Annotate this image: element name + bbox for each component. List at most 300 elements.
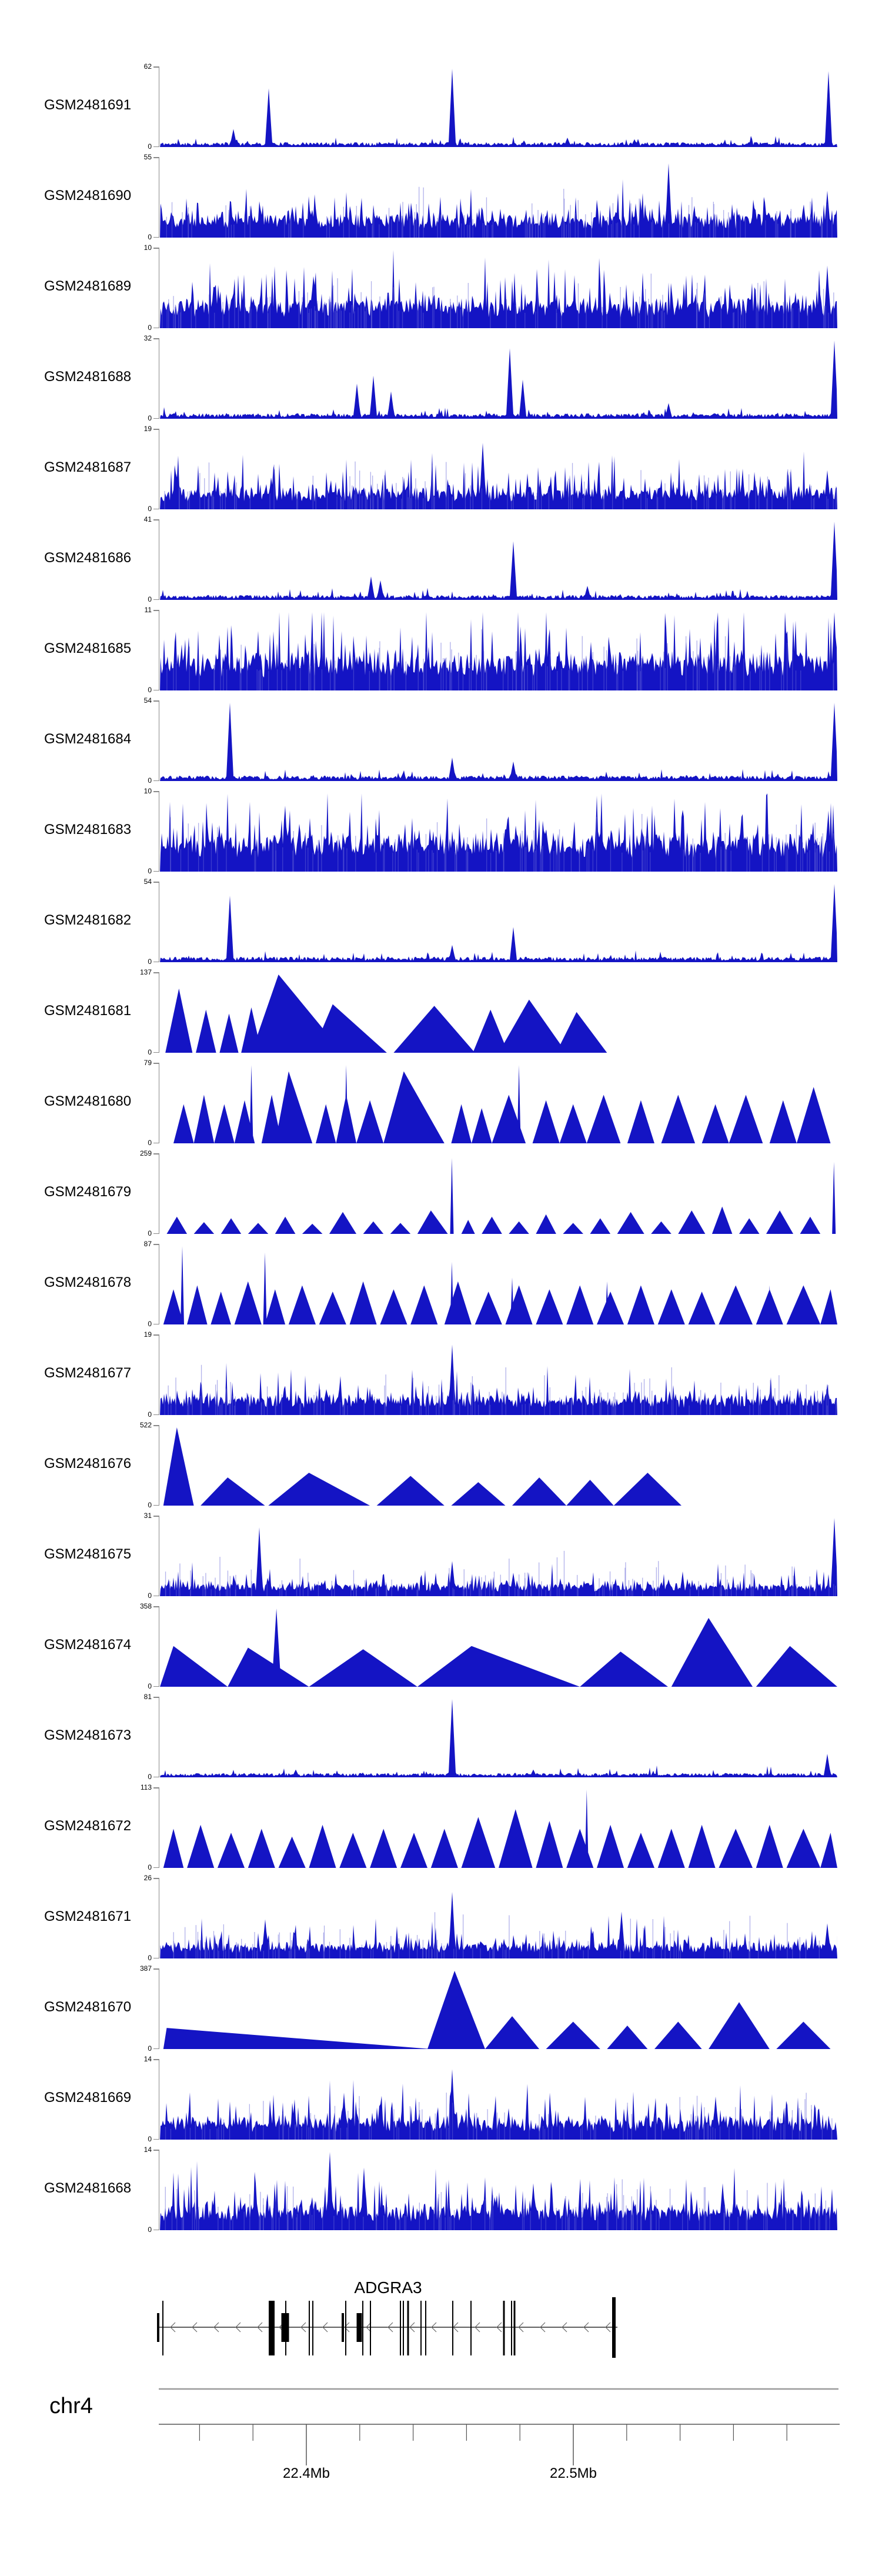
signal-spike (392, 853, 393, 872)
gene-exon (342, 2313, 344, 2342)
signal-spike (350, 1585, 351, 1596)
signal-spike (433, 853, 434, 872)
signal-spike (250, 309, 251, 328)
signal-spike (600, 1393, 601, 1415)
signal-spike (189, 491, 190, 509)
track-ybase-label: 0 (148, 233, 152, 241)
signal-spike (419, 2203, 420, 2230)
signal-spike (665, 1927, 666, 1958)
signal-spike (383, 2215, 384, 2230)
signal-spike (793, 1576, 794, 1596)
signal-spike (762, 840, 763, 872)
signal-spike (446, 2093, 447, 2140)
signal-spike (730, 1404, 731, 1415)
signal-spike (661, 2121, 662, 2140)
signal-spike (658, 302, 659, 328)
signal-spike (447, 2203, 448, 2230)
signal-spike (281, 670, 282, 690)
track-signal (160, 1516, 837, 1596)
signal-spike (661, 1946, 662, 1958)
track-name-label: GSM2481679 (44, 1184, 132, 1200)
axis-line (159, 700, 160, 781)
signal-spike (470, 1581, 471, 1596)
gene-exon (312, 2301, 313, 2355)
signal-spike (223, 2120, 224, 2140)
signal-spike (715, 2128, 716, 2140)
signal-spike (736, 221, 737, 238)
signal-spike (539, 1931, 540, 1958)
signal-spike (485, 1576, 486, 1597)
signal-spike (826, 1389, 827, 1415)
signal-spike (590, 2121, 591, 2140)
signal-spike (168, 299, 169, 328)
signal-spike (606, 312, 607, 328)
signal-spike (431, 1946, 432, 1958)
track-name-label: GSM2481682 (44, 912, 132, 928)
signal-spike (715, 215, 716, 238)
signal-spike (698, 2123, 699, 2140)
signal-spike (298, 2115, 299, 2140)
signal-spike (207, 1949, 208, 1958)
axis-line (159, 66, 160, 147)
signal-spike (371, 304, 372, 329)
signal-spike (185, 2124, 186, 2140)
signal-spike (302, 302, 303, 328)
signal-spike (809, 850, 810, 872)
signal-spike (769, 655, 770, 690)
signal-spike (833, 1584, 834, 1596)
signal-area (165, 975, 607, 1053)
signal-spike (664, 483, 665, 509)
signal-spike (722, 489, 723, 509)
signal-area (160, 1518, 837, 1596)
signal-spike (275, 839, 276, 872)
signal-area (160, 69, 837, 147)
signal-spike (535, 851, 536, 872)
signal-spike (826, 2215, 827, 2230)
signal-spike (329, 221, 330, 238)
signal-spike (771, 302, 772, 328)
signal-spike (583, 1950, 584, 1958)
signal-spike (391, 219, 392, 238)
signal-spike (175, 1377, 176, 1415)
axis-line (159, 2150, 160, 2230)
chromosome-label: chr4 (49, 2394, 93, 2418)
signal-spike (804, 2099, 805, 2140)
signal-area (163, 1427, 681, 1506)
signal-spike (686, 846, 687, 872)
signal-spike (729, 2212, 730, 2230)
signal-spike (402, 202, 403, 238)
signal-spike (453, 1949, 454, 1958)
signal-spike (440, 307, 441, 328)
signal-spike (656, 1404, 657, 1415)
track-ymax-label: 522 (139, 1421, 152, 1429)
signal-spike (662, 295, 663, 328)
signal-spike (327, 489, 328, 509)
signal-area (163, 1246, 837, 1324)
signal-spike (449, 2104, 450, 2140)
signal-area (160, 1609, 837, 1687)
signal-spike (484, 223, 485, 238)
signal-spike (421, 1405, 422, 1415)
gene-exon (420, 2301, 422, 2355)
signal-spike (780, 1586, 781, 1596)
signal-spike (400, 1406, 401, 1415)
signal-spike (775, 219, 776, 238)
signal-spike (460, 309, 461, 328)
signal-spike (660, 665, 661, 690)
track-ymax-label: 62 (143, 62, 152, 71)
signal-spike (395, 839, 396, 872)
signal-spike (344, 1399, 345, 1415)
signal-spike (689, 2129, 690, 2140)
signal-spike (709, 309, 710, 328)
signal-spike (524, 313, 525, 328)
signal-spike (441, 2192, 442, 2230)
signal-spike (218, 2127, 219, 2140)
axis-line (159, 1516, 160, 1596)
signal-spike (657, 497, 658, 509)
signal-spike (391, 1580, 392, 1596)
signal-spike (556, 309, 557, 328)
signal-spike (393, 2109, 394, 2140)
signal-spike (489, 493, 490, 510)
signal-spike (354, 312, 355, 329)
track-ybase-label: 0 (148, 1501, 152, 1509)
signal-area (160, 1892, 837, 1958)
signal-spike (752, 1573, 753, 1596)
signal-spike (244, 2212, 245, 2231)
signal-spike (269, 493, 270, 509)
signal-spike (409, 1944, 410, 1958)
signal-spike (309, 309, 310, 329)
track-ybase-label: 0 (148, 595, 152, 603)
signal-spike (545, 663, 546, 690)
signal-spike (191, 218, 192, 238)
track-name-label: GSM2481671 (44, 1908, 132, 1924)
track-ymax-label: 113 (140, 1783, 152, 1791)
signal-spike (371, 2121, 372, 2140)
signal-spike (335, 2128, 336, 2140)
signal-spike (640, 2214, 641, 2231)
signal-spike (451, 649, 452, 690)
signal-spike (826, 842, 827, 872)
track-ymax-label: 14 (143, 2055, 152, 2063)
track-ybase-label: 0 (148, 1320, 152, 1328)
signal-spike (743, 659, 744, 690)
track-name-label: GSM2481669 (44, 2090, 132, 2105)
signal-spike (231, 225, 232, 238)
signal-spike (821, 836, 822, 872)
signal-spike (817, 1391, 818, 1415)
signal-spike (200, 1940, 201, 1958)
signal-spike (340, 2128, 341, 2140)
signal-spike (277, 669, 278, 690)
signal-spike (708, 2124, 709, 2140)
signal-spike (767, 476, 768, 509)
track-ybase-label: 0 (148, 1954, 152, 1962)
signal-spike (205, 1573, 206, 1597)
signal-spike (796, 1587, 797, 1596)
track-ymax-label: 11 (144, 606, 152, 614)
signal-spike (524, 1578, 525, 1596)
axis-line (159, 1878, 160, 1958)
signal-spike (559, 829, 560, 872)
signal-spike (222, 302, 223, 328)
signal-spike (602, 1585, 603, 1596)
signal-spike (535, 312, 536, 329)
track-name-label: GSM2481670 (44, 1999, 132, 2015)
track-ymax-label: 10 (143, 787, 152, 795)
signal-spike (329, 1942, 330, 1958)
track-name-label: GSM2481687 (44, 459, 132, 475)
signal-spike (344, 303, 345, 329)
signal-spike (517, 1589, 518, 1596)
signal-spike (384, 475, 385, 509)
gene-exon (345, 2301, 346, 2355)
track-ymax-label: 32 (143, 334, 152, 342)
signal-spike (419, 2110, 420, 2140)
signal-spike (809, 2208, 810, 2230)
track-signal (160, 973, 837, 1053)
signal-spike (735, 2107, 736, 2140)
axis-line (159, 2059, 160, 2140)
signal-spike (164, 491, 165, 509)
signal-spike (208, 496, 209, 509)
signal-spike (500, 1575, 501, 1597)
signal-spike (616, 663, 617, 690)
signal-spike (167, 307, 168, 329)
signal-spike (726, 847, 727, 872)
signal-spike (563, 2127, 564, 2140)
signal-spike (328, 2128, 329, 2140)
signal-spike (775, 1587, 776, 1596)
signal-spike (572, 1946, 573, 1958)
signal-spike (472, 1948, 473, 1958)
signal-spike (252, 1944, 253, 1959)
signal-spike (771, 494, 772, 509)
signal-spike (541, 495, 542, 510)
signal-spike (516, 651, 517, 690)
signal-spike (356, 490, 357, 509)
track-name-label: GSM2481677 (44, 1365, 132, 1381)
signal-spike (198, 2207, 199, 2230)
signal-spike (448, 2128, 449, 2140)
signal-spike (191, 306, 192, 328)
signal-spike (189, 646, 190, 690)
signal-spike (466, 1586, 467, 1596)
signal-spike (714, 1396, 715, 1415)
track-ymax-label: 54 (143, 696, 152, 705)
signal-spike (627, 2103, 628, 2140)
track-name-label: GSM2481678 (44, 1274, 132, 1290)
signal-spike (507, 656, 508, 690)
signal-spike (730, 472, 731, 510)
track-signal (160, 520, 837, 600)
signal-spike (606, 650, 607, 690)
signal-spike (235, 1589, 236, 1596)
signal-spike (409, 490, 410, 509)
signal-spike (533, 830, 534, 872)
signal-spike (720, 1383, 721, 1415)
signal-spike (681, 212, 682, 238)
signal-spike (192, 1392, 193, 1415)
signal-spike (595, 2115, 596, 2140)
gene-exon (370, 2301, 371, 2355)
signal-spike (753, 1574, 754, 1596)
signal-spike (489, 1950, 490, 1958)
signal-spike (241, 1939, 242, 1958)
signal-spike (783, 2124, 784, 2140)
signal-spike (538, 477, 539, 509)
signal-spike (540, 219, 541, 238)
signal-spike (529, 224, 530, 238)
track-ybase-label: 0 (148, 1863, 152, 1871)
signal-spike (467, 1392, 468, 1415)
signal-spike (434, 497, 435, 509)
track-ybase-label: 0 (148, 1682, 152, 1690)
signal-spike (829, 2207, 830, 2230)
signal-spike (365, 489, 366, 509)
signal-spike (399, 2217, 400, 2230)
signal-spike (264, 1400, 265, 1415)
signal-spike (725, 1566, 726, 1596)
signal-spike (738, 304, 739, 328)
track-name-label: GSM2481688 (44, 369, 132, 385)
signal-spike (170, 817, 171, 872)
signal-spike (471, 2208, 472, 2231)
signal-spike (806, 2093, 807, 2140)
signal-spike (445, 2217, 446, 2230)
signal-spike (296, 1584, 297, 1596)
signal-spike (178, 1582, 179, 1596)
track-signal (160, 248, 837, 328)
signal-spike (411, 837, 412, 872)
signal-spike (682, 2214, 683, 2230)
signal-spike (652, 306, 653, 328)
track-signal (160, 2150, 837, 2230)
signal-spike (165, 2127, 166, 2140)
signal-spike (585, 214, 586, 238)
track-signal (160, 67, 837, 147)
signal-spike (210, 2129, 211, 2140)
signal-spike (334, 1586, 335, 1596)
gene-exon (357, 2313, 362, 2342)
track-ymax-label: 137 (139, 968, 152, 976)
signal-spike (307, 292, 308, 328)
signal-spike (506, 1947, 507, 1958)
signal-spike (213, 665, 214, 690)
signal-spike (433, 287, 434, 328)
signal-spike (486, 819, 487, 872)
signal-spike (795, 218, 796, 238)
signal-spike (452, 2103, 453, 2140)
signal-spike (559, 2125, 560, 2140)
signal-spike (201, 1365, 202, 1415)
signal-spike (637, 306, 638, 329)
track-name-label: GSM2481683 (44, 822, 132, 837)
gene-and-axis-graphics (0, 2264, 882, 2488)
signal-spike (486, 198, 487, 238)
signal-spike (602, 307, 603, 328)
track-name-label: GSM2481673 (44, 1727, 132, 1743)
signal-spike (384, 1386, 385, 1415)
signal-spike (565, 1949, 566, 1958)
signal-spike (221, 2118, 222, 2140)
track-ymax-label: 87 (143, 1240, 152, 1248)
signal-spike (728, 212, 729, 238)
signal-spike (282, 847, 283, 872)
signal-spike (306, 1944, 307, 1958)
axis-line (159, 972, 160, 1053)
signal-spike (318, 1581, 319, 1596)
signal-spike (428, 1386, 429, 1415)
track-signal (160, 1335, 837, 1415)
signal-spike (349, 476, 350, 509)
signal-spike (818, 2208, 819, 2230)
signal-spike (697, 223, 698, 238)
gene-exon (612, 2297, 616, 2358)
signal-area (163, 1790, 837, 1868)
signal-spike (550, 1586, 551, 1596)
signal-spike (337, 278, 338, 328)
signal-spike (384, 845, 385, 872)
signal-spike (525, 218, 526, 238)
signal-spike (282, 2113, 283, 2140)
gene-exon (285, 2301, 286, 2355)
signal-spike (746, 2215, 747, 2230)
signal-spike (347, 1405, 348, 1415)
track-ymax-label: 358 (139, 1602, 152, 1610)
signal-spike (772, 2115, 773, 2140)
signal-area (160, 2152, 837, 2230)
signal-spike (745, 1564, 746, 1596)
signal-spike (358, 2122, 359, 2140)
signal-spike (195, 312, 196, 328)
signal-spike (173, 1941, 174, 1958)
signal-spike (528, 492, 529, 509)
signal-spike (503, 852, 504, 872)
signal-spike (267, 1583, 268, 1596)
signal-spike (561, 669, 562, 690)
signal-spike (582, 1391, 583, 1415)
signal-spike (364, 1402, 365, 1415)
signal-spike (398, 834, 399, 872)
signal-area (173, 1065, 831, 1143)
signal-spike (824, 306, 825, 328)
signal-spike (454, 1589, 455, 1596)
signal-spike (833, 292, 834, 328)
track-ymax-label: 259 (139, 1149, 152, 1157)
signal-area (160, 793, 837, 872)
signal-spike (204, 478, 205, 509)
gene-exon (452, 2301, 453, 2355)
gene-exon (269, 2301, 275, 2355)
signal-spike (190, 2128, 191, 2140)
track-name-label: GSM2481685 (44, 640, 132, 656)
track-ybase-label: 0 (148, 1410, 152, 1419)
signal-spike (441, 1943, 442, 1958)
axis-line (159, 791, 160, 872)
signal-spike (580, 2128, 581, 2140)
signal-spike (267, 1386, 268, 1415)
signal-spike (273, 465, 274, 509)
signal-spike (532, 218, 533, 238)
signal-spike (391, 1950, 392, 1958)
signal-spike (807, 308, 808, 328)
signal-spike (591, 222, 592, 238)
